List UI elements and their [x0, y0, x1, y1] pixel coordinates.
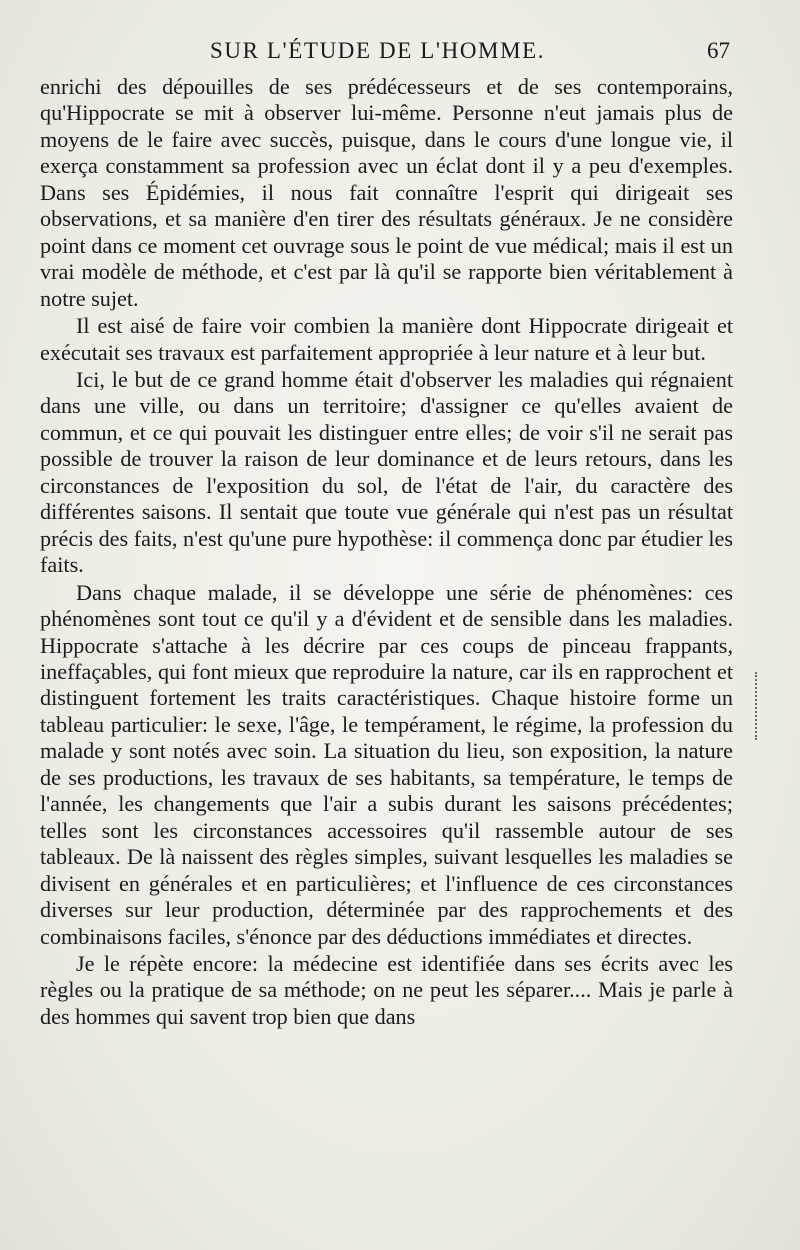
paragraph-continued: enrichi des dépouilles de ses prédécesseurs et de ses contemporains, qu'Hippocrate se mit à observer lui-même. Personne n'eut jamais plus de moyens de le faire avec succès, puisque, dans le cours d'une longue vie, il exerça constamment sa profession avec un éclat dont il y a peu d'exemples. Dans ses Épidémies, il nous fait connaître l'esprit qui dirigeait ses observations, et sa manière d'en tirer des résultats généraux. Je ne considère point dans ce moment cet ouvrage sous le point de vue médical; mais il est un vrai modèle de méthode, et c'est par là qu'il se rapporte bien véritablement à notre sujet.	[40, 74, 733, 311]
paragraph-repetition: Je le répète encore: la médecine est identifiée dans ses écrits avec les règles ou la pratique de sa méthode; on ne peut les séparer.... Mais je parle à des hommes qui savent trop bien que dans	[40, 950, 733, 1029]
paragraph-observation-goal: Ici, le but de ce grand homme était d'observer les maladies qui régnaient dans une ville, ou dans un territoire; d'assigner ce qu'elles avaient de commun, et ce qui pouvait les distinguer entre elles; de voir s'il ne serait pas possible de trouver la raison de leur dominance et de leurs retours, dans les circonstances de l'exposition du sol, de l'état de l'air, du caractère des différentes saisons. Il sentait que toute vue générale qui n'est pas un résultat précis des faits, n'est qu'une pure hypothèse: il commença donc par étudier les faits.	[40, 366, 733, 578]
paragraph-phenomena: Dans chaque malade, il se développe une série de phénomènes: ces phénomènes sont tout ce qu'il y a d'évident et de sensible dans les maladies. Hippocrate s'attache à les décrire par ces coups de pinceau frappants, ineffaçables, qui font mieux que reproduire la nature, car ils en rapprochent et distinguent fortement les traits caractéristiques. Chaque histoire forme un tableau particulier: le sexe, l'âge, le tempérament, le régime, la profession du malade y sont notés avec soin. La situation du lieu, son exposition, la nature de ses productions, les travaux de ses habitants, sa température, le temps de l'année, les changements que l'air a subis durant les saisons précédentes; telles sont les circonstances accessoires qu'il rassemble autour de ses tableaux. De là naissent des règles simples, suivant lesquelles les maladies se divisent en générales et en particulières; et l'influence de ces circonstances diverses sur leur production, déterminée par des rapprochements et des combinaisons faciles, s'énonce par des déductions immédiates et directes.	[40, 579, 733, 949]
body-text	[40, 74, 733, 1030]
margin-print-mark	[755, 672, 760, 740]
page-number: 67	[707, 38, 730, 63]
running-title: SUR L'ÉTUDE DE L'HOMME.	[210, 38, 546, 63]
paragraph-hippocrate-method: Il est aisé de faire voir combien la manière dont Hippocrate dirigeait et exécutait ses travaux est parfaitement appropriée à leur nature et à leur but.	[40, 313, 733, 365]
page-header	[40, 38, 730, 68]
